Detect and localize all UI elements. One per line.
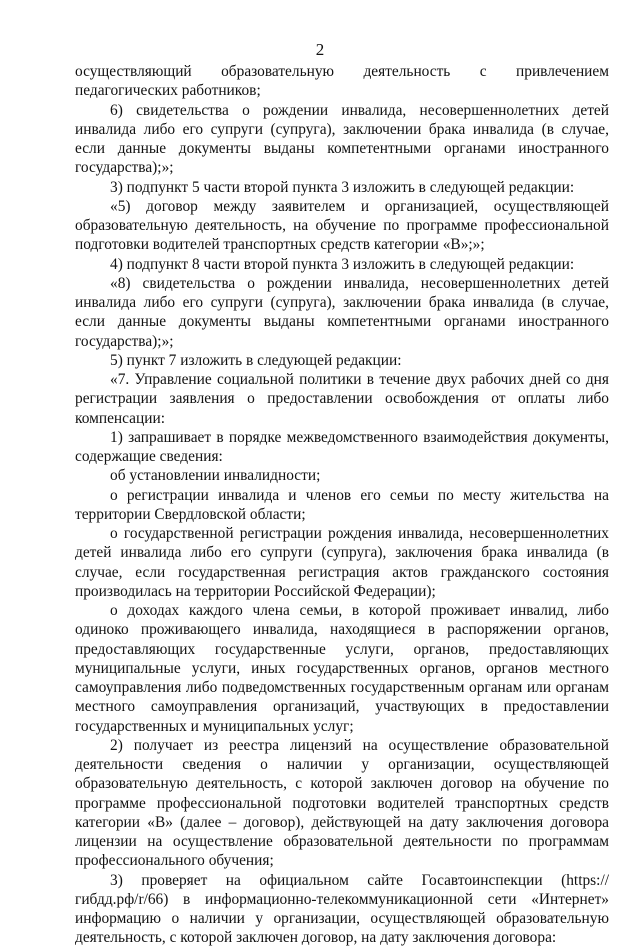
paragraph-2: 6) свидетельства о рождении инвалида, несовершеннолетних детей инвалида либо его супруги (супруга), заключении брака инвалида (в случае, если данные документы выданы компетентными органами иностранного государства);»; (75, 101, 609, 177)
paragraph-8: «7. Управление социальной политики в течение двух рабочих дней со дня регистрации заявления о предоставлении освобождения от оплаты либо компенсации: (75, 371, 609, 427)
paragraph-15: 3) проверяет на официальном сайте Госавтоинспекции (https://гибдд.рф/r/66) в информационно-телекоммуникационной сети «Интернет» информацию о наличии у организации, осуществляющей образовательную деятельность, с которой заключен договор, на дату заключения договора: (75, 871, 609, 947)
paragraph-3: 3) подпункт 5 части второй пункта 3 изложить в следующей редакции: (110, 178, 575, 196)
paragraph-14: 2) получает из реестра лицензий на осуществление образовательной деятельности сведения о наличии у организации, осуществляющей образовательную деятельность, с которой заключен договор на обучение по программе профессиональной подготовки водителей транспортных средств категории «В» (далее – договор), действующей на дату заключения договора лицензии на осуществление образовательной деятельности по программам профессионального обучения; (75, 736, 609, 870)
paragraph-9: 1) запрашивает в порядке межведомственного взаимодействия документы, содержащие сведения: (75, 428, 609, 465)
document-body (75, 62, 609, 948)
paragraph-6: «8) свидетельства о рождении инвалида, несовершеннолетних детей инвалида либо его супруги (супруга), заключении брака инвалида (в случае, если данные документы выданы компетентными органами иностранного государства);»; (75, 274, 609, 350)
paragraph-4: «5) договор между заявителем и организацией, осуществляющей образовательную деятельность, на обучение по программе профессиональной подготовки водителей транспортных средств категории «В»;»; (75, 197, 609, 254)
page-number: 2 (315, 40, 325, 59)
paragraph-11: о регистрации инвалида и членов его семьи по месту жительства на территории Свердловской области; (75, 486, 609, 523)
paragraph-12: о государственной регистрации рождения инвалида, несовершеннолетних детей инвалида либо его супруги (супруга), заключения брака инвалида (в случае, если государственная регистрация актов гражданского состояния производилась на территории Российской Федерации); (75, 525, 609, 600)
paragraph-10: об установлении инвалидности; (110, 467, 321, 485)
paragraph-1: осуществляющий образовательную деятельность с привлечением педагогических работников; (75, 63, 609, 100)
paragraph-13: о доходах каждого члена семьи, в которой проживает инвалид, либо одиноко проживающего инвалида, находящиеся в распоряжении органов, предоставляющих государственные услуги, органов, предоставляющих муниципальные услуги, иных государственных органов, органов местного самоуправления либо подведомственных государственным органам или органам местного самоуправления организаций, участвующих в предоставлении государственных и муниципальных услуг; (75, 602, 609, 735)
paragraph-5: 4) подпункт 8 части второй пункта 3 изложить в следующей редакции: (110, 255, 575, 273)
paragraph-7: 5) пункт 7 изложить в следующей редакции: (110, 351, 402, 369)
